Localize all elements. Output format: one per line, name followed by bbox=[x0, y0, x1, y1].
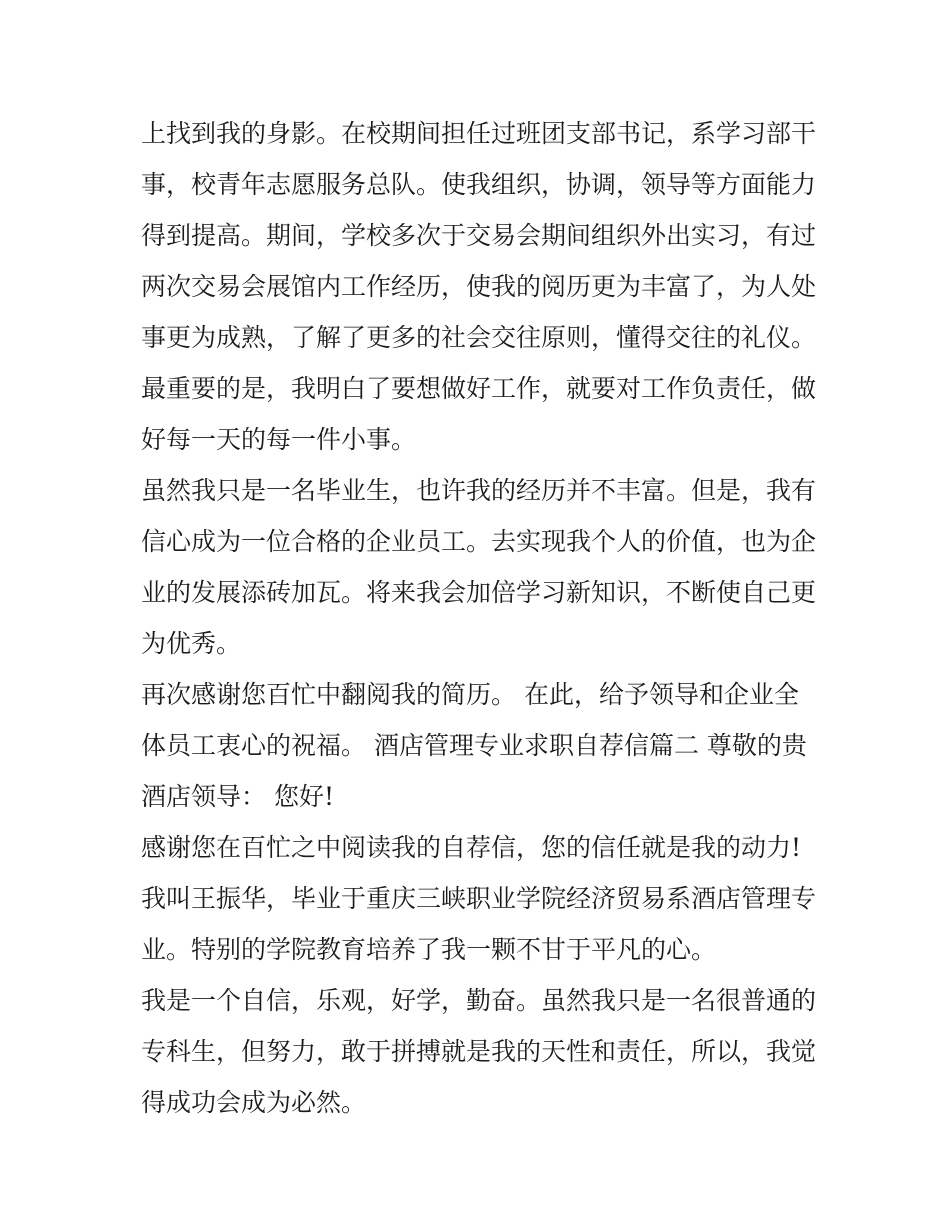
text-line: 再次感谢您百忙中翻阅我的简历。 在此，给予领导和企业全 bbox=[141, 680, 799, 709]
text-line: 酒店领导： 您好! bbox=[141, 782, 334, 811]
text-line: 感谢您在百忙之中阅读我的自荐信，您的信任就是我的动力! bbox=[141, 833, 802, 862]
text-line: 为优秀。 bbox=[141, 629, 242, 658]
text-line: 事更为成熟，了解了更多的社会交往原则，懂得交往的礼仪。 bbox=[141, 323, 817, 352]
text-line: 我叫王振华，毕业于重庆三峡职业学院经济贸易系酒店管理专 bbox=[141, 884, 817, 913]
text-line: 事，校青年志愿服务总队。使我组织，协调，领导等方面能力 bbox=[141, 170, 817, 199]
text-line: 上找到我的身影。在校期间担任过班团支部书记，系学习部干 bbox=[141, 119, 817, 148]
text-line: 最重要的是，我明白了要想做好工作，就要对工作负责任，做 bbox=[141, 374, 817, 403]
text-line: 虽然我只是一名毕业生，也许我的经历并不丰富。但是，我有 bbox=[141, 476, 817, 505]
text-line: 我是一个自信，乐观，好学，勤奋。虽然我只是一名很普通的 bbox=[141, 986, 817, 1015]
text-line: 信心成为一位合格的企业员工。去实现我个人的价值，也为企 bbox=[141, 527, 817, 556]
text-line: 两次交易会展馆内工作经历，使我的阅历更为丰富了，为人处 bbox=[141, 272, 817, 301]
text-line: 体员工衷心的祝福。 酒店管理专业求职自荐信篇二 尊敬的贵 bbox=[141, 731, 807, 760]
text-line: 好每一天的每一件小事。 bbox=[141, 425, 417, 454]
text-line: 专科生，但努力，敢于拼搏就是我的天性和责任，所以，我觉 bbox=[141, 1037, 817, 1066]
text-line: 得成功会成为必然。 bbox=[141, 1088, 367, 1117]
text-line: 业。特别的学院教育培养了我一颗不甘于平凡的心。 bbox=[141, 935, 717, 964]
text-line: 得到提高。期间，学校多次于交易会期间组织外出实习，有过 bbox=[141, 221, 817, 250]
text-line: 业的发展添砖加瓦。将来我会加倍学习新知识，不断使自己更 bbox=[141, 578, 817, 607]
body-text bbox=[141, 108, 821, 1128]
